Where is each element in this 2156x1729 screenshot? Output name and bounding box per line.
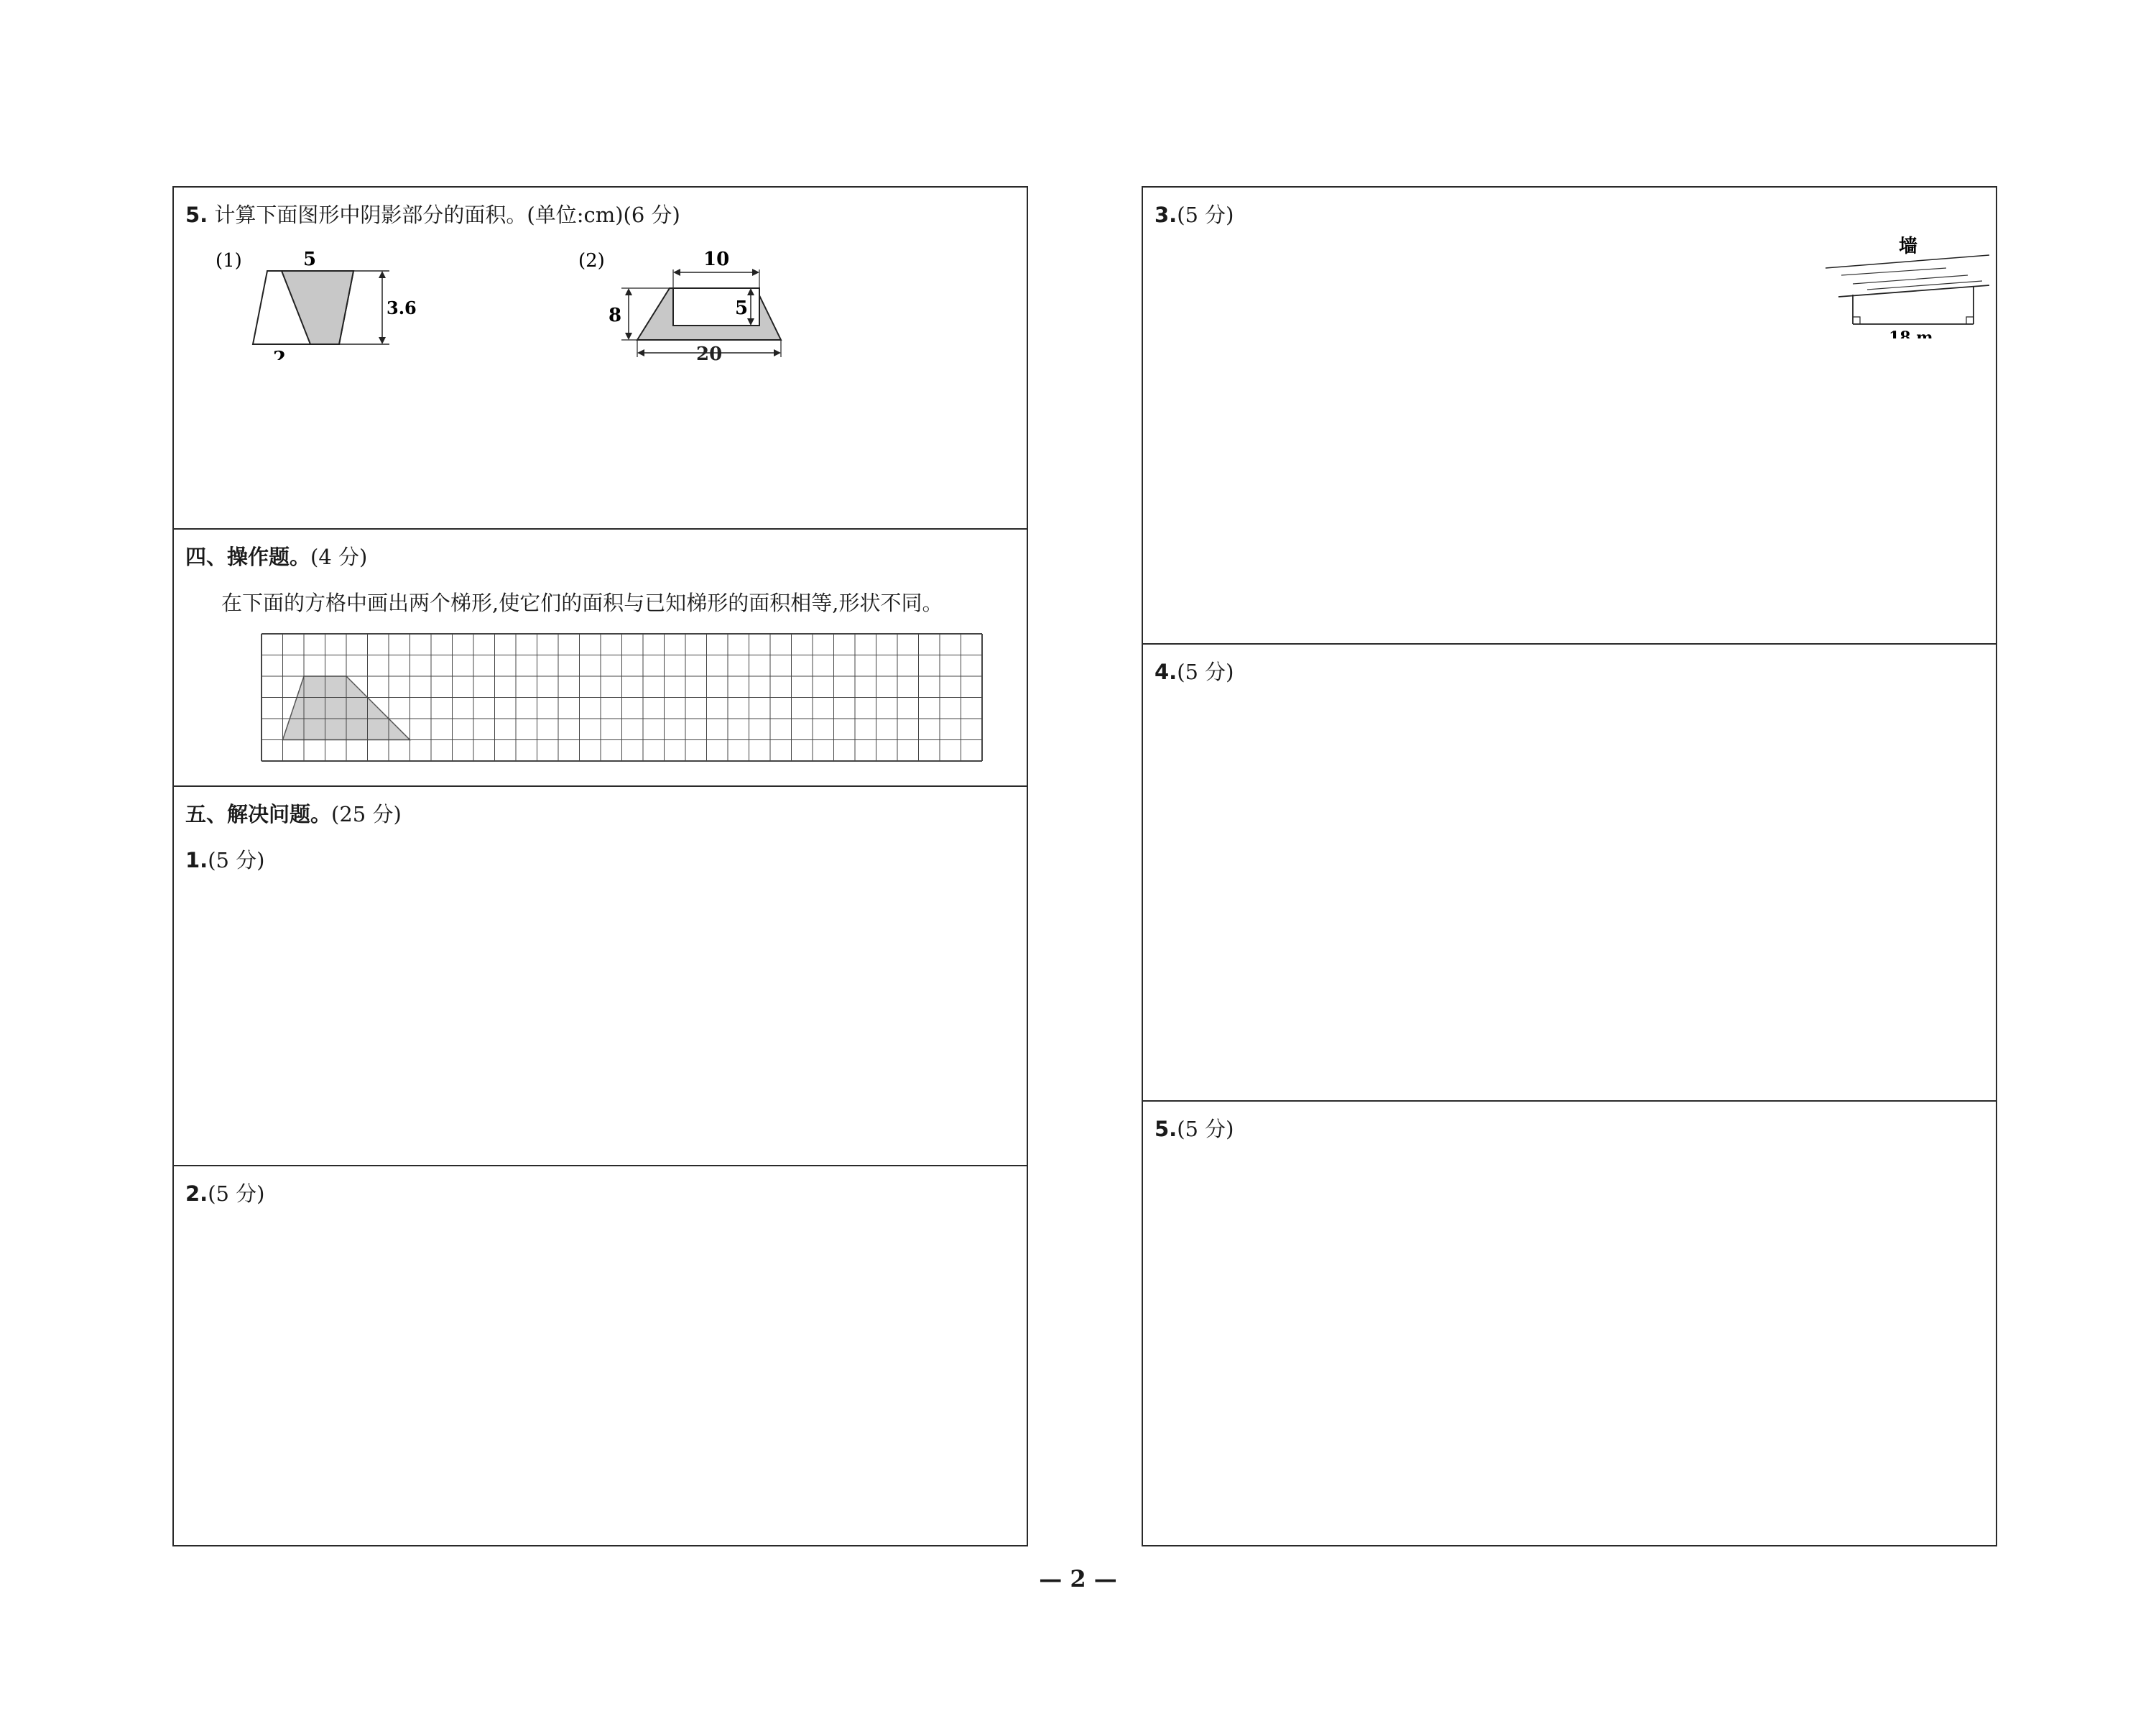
section-5-problems bbox=[174, 787, 1027, 1166]
height-label: 8 bbox=[609, 305, 622, 326]
drawing-grid[interactable] bbox=[260, 632, 983, 762]
problem-3-section bbox=[1143, 188, 1996, 645]
bottom-length-label: 2 bbox=[273, 348, 287, 360]
problem-4-heading bbox=[1155, 656, 1234, 686]
problem-3-heading bbox=[1155, 199, 1234, 229]
problem-number: 3. bbox=[1155, 203, 1178, 227]
figure-2-label: (2) bbox=[578, 250, 605, 272]
question-number: 5. bbox=[185, 203, 208, 227]
grid-figure bbox=[260, 632, 983, 762]
question-text: 计算下面图形中阴影部分的面积。(单位:cm)(6 分) bbox=[214, 203, 680, 227]
problem-2-section bbox=[174, 1166, 1027, 1545]
section-4-instruction: 在下面的方格中画出两个梯形,使它们的面积与已知梯形的面积相等,形状不同。 bbox=[221, 591, 943, 615]
problem-number: 4. bbox=[1155, 660, 1178, 684]
problem-number: 2. bbox=[185, 1181, 208, 1206]
question-5-heading bbox=[185, 199, 680, 229]
problem-1-answer-area[interactable] bbox=[185, 880, 1015, 1158]
height-label: 3.6 bbox=[387, 298, 417, 318]
problem-points: (5 分) bbox=[208, 848, 265, 872]
problem-5-section bbox=[1143, 1102, 1996, 1545]
right-answer-panel bbox=[1142, 186, 1997, 1546]
section-title: 五、解决问题。 bbox=[185, 802, 332, 826]
problem-2-heading bbox=[185, 1178, 265, 1207]
section-points: (4 分) bbox=[310, 545, 368, 569]
page-number: — 2 — bbox=[1039, 1565, 1117, 1592]
problem-5-heading bbox=[1155, 1113, 1234, 1143]
figure-2-diagram bbox=[573, 245, 846, 367]
problem-points: (5 分) bbox=[1177, 203, 1234, 227]
section-title: 四、操作题。 bbox=[185, 545, 311, 569]
bottom-length-label: 20 bbox=[696, 344, 723, 365]
figure-1 bbox=[210, 245, 425, 360]
problem-1-heading bbox=[185, 844, 265, 874]
section-4-operations bbox=[174, 530, 1027, 787]
top-length-label: 10 bbox=[703, 249, 730, 270]
problem-4-section bbox=[1143, 645, 1996, 1102]
problem-3-answer-area[interactable] bbox=[1155, 238, 1816, 636]
figure-1-label: (1) bbox=[216, 250, 242, 272]
wall-line bbox=[1838, 285, 1989, 297]
inner-height-label: 5 bbox=[735, 298, 749, 319]
problem-points: (5 分) bbox=[1177, 1117, 1234, 1141]
figure-1-diagram bbox=[210, 245, 425, 360]
wall-figure bbox=[1824, 231, 1997, 338]
length-label: 18 m bbox=[1889, 328, 1933, 338]
section-4-heading bbox=[185, 541, 367, 571]
wall-diagram bbox=[1824, 231, 1997, 338]
problem-5-answer-area[interactable] bbox=[1155, 1152, 1984, 1538]
top-length-label: 5 bbox=[303, 249, 317, 270]
section-points: (25 分) bbox=[331, 802, 402, 826]
wall-label: 墙 bbox=[1899, 236, 1918, 257]
problem-points: (5 分) bbox=[208, 1181, 265, 1206]
problem-number: 5. bbox=[1155, 1117, 1178, 1141]
left-answer-panel bbox=[172, 186, 1028, 1546]
question-5-section bbox=[174, 188, 1027, 530]
problem-number: 1. bbox=[185, 848, 208, 872]
problem-points: (5 分) bbox=[1177, 660, 1234, 684]
figure-2 bbox=[573, 245, 846, 367]
problem-2-answer-area[interactable] bbox=[185, 1217, 1015, 1538]
problem-4-answer-area[interactable] bbox=[1155, 695, 1984, 1093]
section-5-heading bbox=[185, 798, 402, 828]
